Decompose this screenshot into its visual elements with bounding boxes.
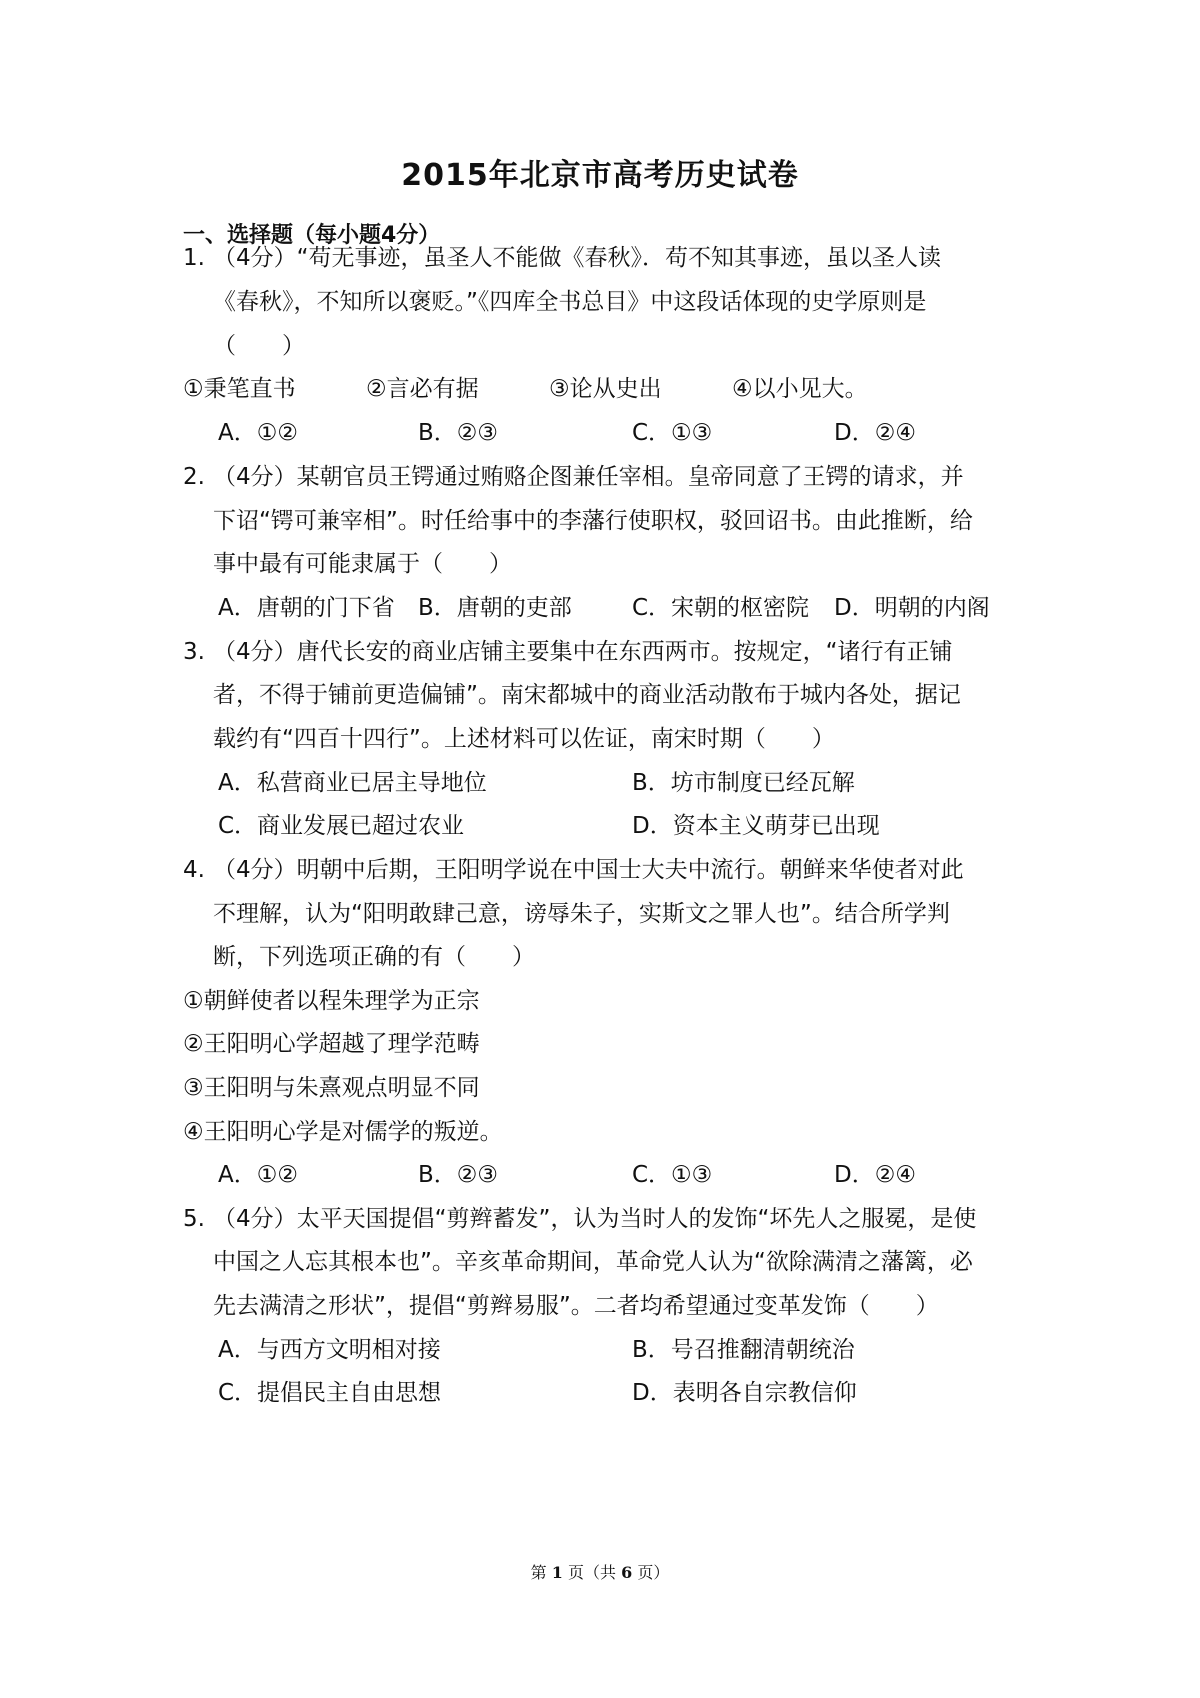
question-text-line: （ ） — [213, 333, 305, 359]
question-text-line: （4分）某朝官员王锷通过贿赂企图兼任宰相。皇帝同意了王锷的请求，并 — [213, 464, 964, 490]
footer-page-number: 1 — [551, 1563, 563, 1582]
option-d: D．明朝的内阁 — [834, 595, 990, 621]
question-text-line: 先去满清之形状”，提倡“剪辫易服”。二者均希望通过变革发饰（ ） — [213, 1293, 939, 1319]
question-text-line: （4分）“苟无事迹，虽圣人不能做《春秋》．苟不知其事迹，虽以圣人读 — [213, 245, 942, 271]
question-number: 5. — [183, 1206, 205, 1232]
page-title: 2015年北京市高考历史试卷 — [401, 158, 799, 193]
statement-item: ①秉笔直书 — [183, 376, 296, 402]
footer-prefix: 第 — [530, 1563, 547, 1582]
question-text-line: 下诏“锷可兼宰相”。时任给事中的李藩行使职权，驳回诏书。由此推断，给 — [213, 508, 973, 534]
question-text-line: （4分）明朝中后期，王阳明学说在中国士大夫中流行。朝鲜来华使者对此 — [213, 857, 964, 883]
option-c: C．①③ — [632, 420, 713, 446]
question-text-line: 载约有“四百十四行”。上述材料可以佐证，南宋时期（ ） — [213, 726, 835, 752]
question-text-line: （4分）唐代长安的商业店铺主要集中在东西两市。按规定，“诸行有正铺 — [213, 639, 953, 665]
statement-item: ③王阳明与朱熹观点明显不同 — [183, 1075, 480, 1101]
question-text-line: 《春秋》，不知所以褒贬。”《四库全书总目》中这段话体现的史学原则是 — [213, 289, 927, 315]
option-a: A．唐朝的门下省 — [218, 595, 395, 621]
option-c: C．商业发展已超过农业 — [218, 813, 465, 839]
question-text-line: 者，不得于铺前更造偏铺”。南宋都城中的商业活动散布于城内各处，据记 — [213, 682, 961, 708]
page-footer — [0, 1560, 1200, 1583]
option-b: B．号召推翻清朝统治 — [632, 1337, 855, 1363]
option-b: B．坊市制度已经瓦解 — [632, 770, 855, 796]
question-text-line: 断，下列选项正确的有（ ） — [213, 944, 535, 970]
option-d: D．②④ — [834, 1162, 916, 1188]
question-number: 1. — [183, 245, 205, 271]
question-text-line: （4分）太平天国提倡“剪辫蓄发”，认为当时人的发饰“坏先人之服冕，是使 — [213, 1206, 977, 1232]
statement-item: ①朝鲜使者以程朱理学为正宗 — [183, 988, 480, 1014]
statement-item: ④以小见大。 — [732, 376, 868, 402]
question-text-line: 不理解，认为“阳明敢肆己意，谤辱朱子，实斯文之罪人也”。结合所学判 — [213, 901, 950, 927]
option-c: C．①③ — [632, 1162, 713, 1188]
question-text-line: 事中最有可能隶属于（ ） — [213, 551, 512, 577]
option-a: A．与西方文明相对接 — [218, 1337, 441, 1363]
statement-item: ②王阳明心学超越了理学范畴 — [183, 1031, 480, 1057]
option-a: A．私营商业已居主导地位 — [218, 770, 487, 796]
statement-item: ②言必有据 — [366, 376, 479, 402]
option-a: A．①② — [218, 1162, 298, 1188]
option-a: A．①② — [218, 420, 298, 446]
footer-total-pages: 6 — [621, 1563, 633, 1582]
option-c: C．宋朝的枢密院 — [632, 595, 810, 621]
option-b: B．唐朝的吏部 — [418, 595, 572, 621]
option-d: D．②④ — [834, 420, 916, 446]
section-heading: 一、选择题（每小题4分） — [183, 223, 441, 248]
footer-middle: 页（共 — [567, 1563, 616, 1582]
question-number: 4. — [183, 857, 205, 883]
statement-item: ③论从史出 — [549, 376, 662, 402]
option-b: B．②③ — [418, 420, 499, 446]
option-d: D．资本主义萌芽已出现 — [632, 813, 880, 839]
question-number: 3. — [183, 639, 205, 665]
question-number: 2. — [183, 464, 205, 490]
footer-suffix: 页） — [637, 1563, 670, 1582]
option-c: C．提倡民主自由思想 — [218, 1380, 442, 1406]
option-d: D．表明各自宗教信仰 — [632, 1380, 857, 1406]
question-text-line: 中国之人忘其根本也”。辛亥革命期间，革命党人认为“欲除满清之藩篱，必 — [213, 1249, 973, 1275]
option-b: B．②③ — [418, 1162, 499, 1188]
statement-item: ④王阳明心学是对儒学的叛逆。 — [183, 1119, 503, 1145]
